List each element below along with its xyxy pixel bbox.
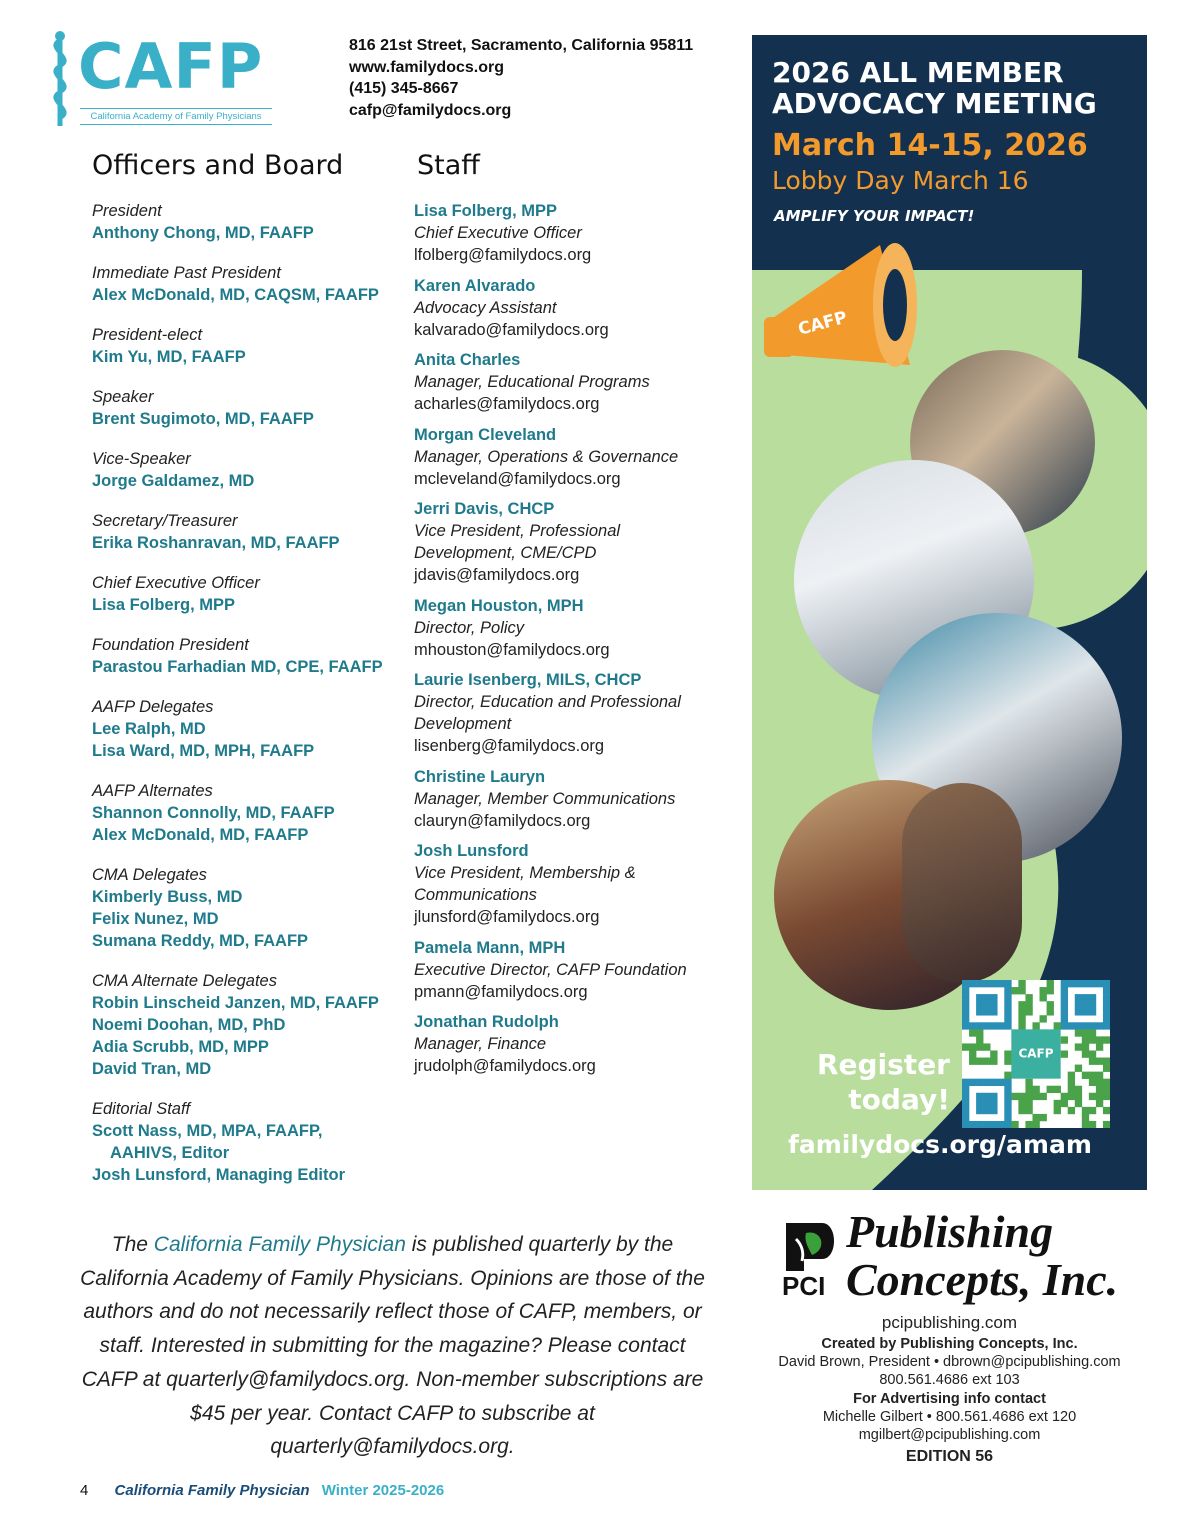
officer-name: Josh Lunsford, Managing Editor <box>92 1166 345 1184</box>
about-after: is published quarterly by the California Academy of Family Physicians. Opinions are those of the authors and do not necessarily reflect those of CAFP, members, or staff. Interested in submitting for the magazine? Please contact CAFP at quarterly@familydocs.org. Non-member subscriptions are $45 per year. Contact CAFP to subscribe at quarterly@familydocs.org. <box>80 1233 705 1459</box>
about-before: The <box>111 1233 154 1256</box>
officer-name: Jorge Galdamez, MD <box>92 472 255 490</box>
staff-member <box>414 669 744 757</box>
officer-role: Speaker <box>92 388 154 406</box>
officer-group <box>92 634 412 678</box>
officer-name: Noemi Doohan, MD, PhD <box>92 1016 286 1034</box>
qr-code-icon <box>962 980 1110 1128</box>
officer-name: Brent Sugimoto, MD, FAAFP <box>92 410 314 428</box>
staff-name: Megan Houston, MPH <box>414 596 584 615</box>
officer-group <box>92 780 412 846</box>
staff-heading: Staff <box>417 150 480 181</box>
staff-member <box>414 1011 744 1077</box>
pci-line2: Concepts, Inc. <box>846 1254 1119 1305</box>
staff-title: Development <box>414 715 512 733</box>
ad-url-link[interactable]: familydocs.org/amam <box>788 1130 1092 1159</box>
officer-group <box>92 970 412 1080</box>
cafp-logo <box>38 30 288 130</box>
officer-name: Felix Nunez, MD <box>92 910 219 928</box>
advocacy-meeting-ad[interactable] <box>752 35 1147 1190</box>
footer-magazine-title: California Family Physician <box>114 1482 310 1499</box>
officer-group <box>92 572 412 616</box>
staff-name: Laurie Isenberg, MILS, CHCP <box>414 671 642 689</box>
caduceus-icon <box>38 30 82 130</box>
phone: (415) 345-8667 <box>349 80 459 97</box>
pci-info <box>752 1311 1147 1466</box>
about-magazine-title: California Family Physician <box>153 1233 406 1256</box>
staff-name: Lisa Folberg, MPP <box>414 202 558 220</box>
officer-name: Lisa Folberg, MPP <box>92 596 236 614</box>
staff-name: Josh Lunsford <box>414 842 529 860</box>
officer-role: Editorial Staff <box>92 1100 191 1118</box>
staff-name: Jonathan Rudolph <box>414 1013 559 1031</box>
staff-name: Anita Charles <box>414 351 521 369</box>
logo-wordmark: CAFP <box>78 30 264 103</box>
officer-name: Alex McDonald, MD, FAAFP <box>92 826 309 844</box>
pci-website-link[interactable]: pcipublishing.com <box>881 1313 1018 1332</box>
staff-member <box>414 937 744 1003</box>
staff-member <box>414 766 744 832</box>
staff-title: Executive Director, CAFP Foundation <box>414 960 687 979</box>
megaphone-label: CAFP <box>796 307 850 340</box>
page-number: 4 <box>80 1482 89 1499</box>
staff-email-link[interactable]: mhouston@familydocs.org <box>414 640 610 659</box>
officer-name: Anthony Chong, MD, FAAFP <box>92 224 314 242</box>
pci-leaf-icon <box>782 1219 842 1275</box>
staff-name: Christine Lauryn <box>414 767 546 786</box>
staff-title: Director, Policy <box>414 618 525 637</box>
officer-group <box>92 324 412 368</box>
staff-title: Manager, Finance <box>414 1035 547 1053</box>
staff-email-link[interactable]: jlunsford@familydocs.org <box>414 908 600 926</box>
ad-tagline: AMPLIFY YOUR IMPACT! <box>774 207 975 225</box>
officer-role: CMA Delegates <box>92 866 207 884</box>
staff-title: Manager, Operations & Governance <box>414 447 679 466</box>
registration-qr-code[interactable] <box>962 980 1110 1128</box>
staff-title: Communications <box>414 886 537 904</box>
staff-title: Advocacy Assistant <box>414 298 557 317</box>
officer-name: Alex McDonald, MD, CAQSM, FAAFP <box>92 286 379 304</box>
register-line1: Register <box>816 1048 950 1081</box>
officer-name: Robin Linscheid Janzen, MD, FAAFP <box>92 994 379 1012</box>
ad-lobby-day: Lobby Day March 16 <box>772 166 1029 195</box>
staff-member <box>414 498 744 586</box>
officer-name: David Tran, MD <box>92 1060 212 1078</box>
officer-role: CMA Alternate Delegates <box>92 972 277 990</box>
footer-issue: Winter 2025-2026 <box>321 1482 445 1499</box>
staff-title: Development, CME/CPD <box>414 544 597 562</box>
email-link[interactable]: cafp@familydocs.org <box>349 101 512 119</box>
ad-dates: March 14-15, 2026 <box>772 128 1088 163</box>
pci-logo <box>766 1206 1136 1307</box>
officer-role: Foundation President <box>92 636 249 654</box>
staff-member <box>414 840 744 928</box>
officer-role: President <box>92 202 162 220</box>
officers-heading: Officers and Board <box>92 150 344 181</box>
officer-role: Secretary/Treasurer <box>92 512 238 530</box>
pci-president-phone: 800.561.4686 ext 103 <box>879 1372 1020 1389</box>
officer-name: Erika Roshanravan, MD, FAAFP <box>92 534 340 552</box>
pci-advertising-label: For Advertising info contact <box>853 1390 1046 1407</box>
officer-group <box>92 386 412 430</box>
staff-name: Pamela Mann, MPH <box>414 938 566 957</box>
pci-created-by: Created by Publishing Concepts, Inc. <box>821 1336 1078 1352</box>
register-today-text <box>790 1047 950 1117</box>
officer-name: Shannon Connolly, MD, FAAFP <box>92 804 335 822</box>
officer-name: Kim Yu, MD, FAAFP <box>92 348 246 366</box>
staff-member <box>414 200 744 266</box>
qr-center-label: CAFP <box>1018 1046 1054 1061</box>
staff-member <box>414 349 744 415</box>
pci-line1: Publishing <box>846 1206 1054 1257</box>
staff-email-link[interactable]: clauryn@familydocs.org <box>414 811 591 830</box>
pci-abbr: PCI <box>782 1271 826 1301</box>
contact-block <box>349 35 693 121</box>
address: 816 21st Street, Sacramento, California 95811 <box>349 37 694 54</box>
officer-role: AAFP Delegates <box>92 698 214 716</box>
staff-name: Jerri Davis, CHCP <box>414 500 555 518</box>
staff-email-link[interactable]: lisenberg@familydocs.org <box>414 737 605 755</box>
officer-name: Adia Scrubb, MD, MPP <box>92 1038 269 1056</box>
pci-ad-email[interactable]: mgilbert@pcipublishing.com <box>858 1427 1041 1444</box>
ad-photo-5 <box>902 783 1022 983</box>
officer-role: Vice-Speaker <box>92 450 191 468</box>
staff-member <box>414 424 744 490</box>
pci-president: David Brown, President • dbrown@pcipublishing.com <box>778 1354 1121 1371</box>
pci-ad-contact: Michelle Gilbert • 800.561.4686 ext 120 <box>822 1408 1077 1425</box>
staff-list <box>414 200 744 1086</box>
officers-list <box>92 200 412 1204</box>
staff-member <box>414 595 744 661</box>
publisher-block <box>752 1206 1147 1475</box>
staff-email-link[interactable]: acharles@familydocs.org <box>414 395 600 413</box>
officer-group <box>92 696 412 762</box>
officer-group <box>92 864 412 952</box>
about-paragraph <box>80 1228 705 1464</box>
logo-subtitle: California Academy of Family Physicians <box>80 108 272 125</box>
officer-role: President-elect <box>92 326 203 344</box>
officer-group <box>92 510 412 554</box>
staff-email-link[interactable]: lfolberg@familydocs.org <box>414 246 592 264</box>
staff-email-link[interactable]: mcleveland@familydocs.org <box>414 469 621 488</box>
officer-name: Lee Ralph, MD <box>92 720 206 738</box>
staff-title: Manager, Member Communications <box>414 789 676 808</box>
officer-name: Parastou Farhadian MD, CPE, FAAFP <box>92 658 383 676</box>
edition-label: EDITION 56 <box>905 1448 994 1466</box>
staff-name: Morgan Cleveland <box>414 425 557 444</box>
staff-title: Manager, Educational Programs <box>414 373 650 391</box>
staff-email-link[interactable]: jrudolph@familydocs.org <box>414 1057 596 1075</box>
officer-name: Lisa Ward, MD, MPH, FAAFP <box>92 742 315 760</box>
officer-name: Sumana Reddy, MD, FAAFP <box>92 932 309 950</box>
megaphone-icon <box>760 225 940 395</box>
staff-title: Vice President, Professional <box>414 522 621 540</box>
staff-title: Chief Executive Officer <box>414 224 582 242</box>
website-link[interactable]: www.familydocs.org <box>349 58 504 76</box>
officer-name: Scott Nass, MD, MPA, FAAFP, <box>92 1122 323 1140</box>
officer-role: Immediate Past President <box>92 264 281 282</box>
officer-group <box>92 200 412 244</box>
ad-headline-line2: ADVOCACY MEETING <box>772 87 1097 120</box>
officer-name: AAHIVS, Editor <box>110 1144 230 1162</box>
officer-group <box>92 262 412 306</box>
register-line2: today! <box>848 1083 950 1116</box>
staff-email-link[interactable]: pmann@familydocs.org <box>414 982 588 1001</box>
officer-role: Chief Executive Officer <box>92 574 260 592</box>
staff-title: Vice President, Membership & <box>414 864 636 882</box>
ad-headline-line1: 2026 ALL MEMBER <box>772 56 1064 89</box>
staff-name: Karen Alvarado <box>414 276 536 295</box>
officer-name: Kimberly Buss, MD <box>92 888 243 906</box>
staff-email-link[interactable]: jdavis@familydocs.org <box>414 566 580 584</box>
officer-group <box>92 448 412 492</box>
staff-email-link[interactable]: kalvarado@familydocs.org <box>414 320 609 339</box>
staff-title: Director, Education and Professional <box>414 693 681 711</box>
officer-role: AAFP Alternates <box>92 782 213 800</box>
staff-member <box>414 275 744 341</box>
officer-group <box>92 1098 412 1186</box>
page-footer <box>80 1482 444 1499</box>
